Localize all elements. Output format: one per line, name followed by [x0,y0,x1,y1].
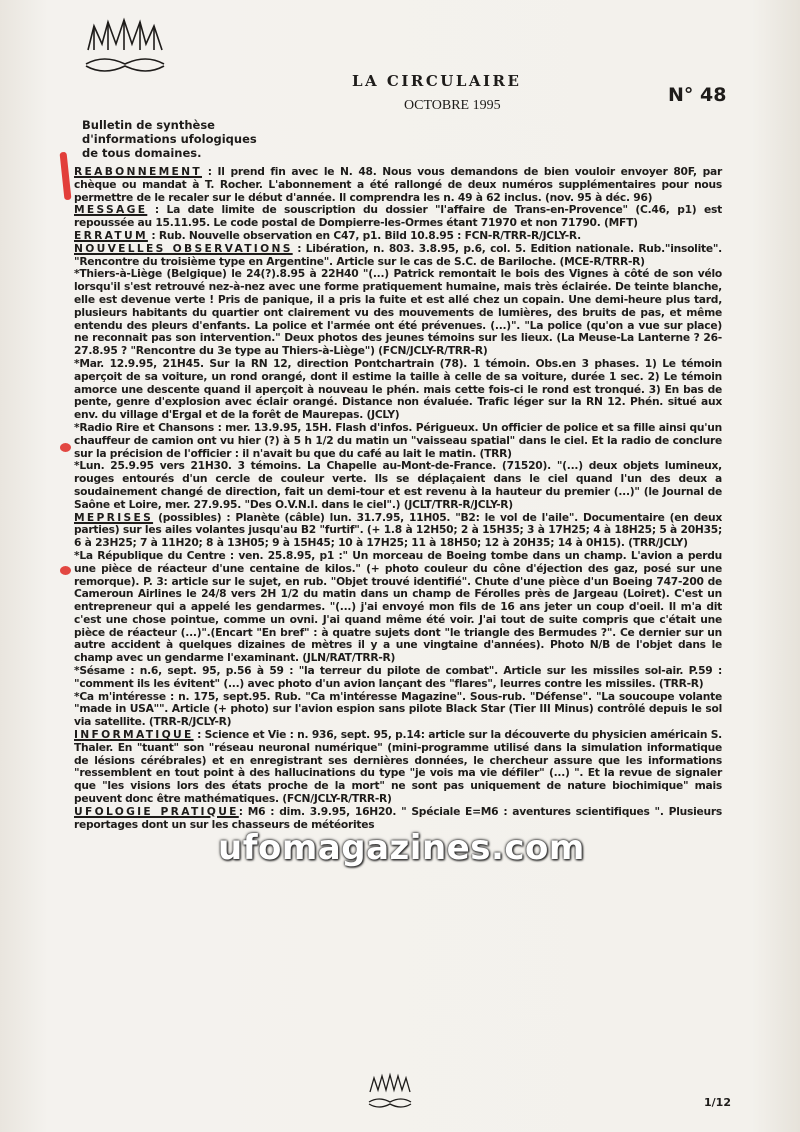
issue-number: N° 48 [668,84,727,106]
section-text: (possibles) : Planète (câble) lun. 31.7.95, 11H05. "B2: le vol de l'aile". Documentaire (en deux parties) sur les ailes volantes jusqu'au B2 "furtif". (+ 1.8 à 12H50; 2 à 15H35; 3 à 17H25; 4 à 18H25; 5 à 20H35; 6 à 23H25; 7 à 11H20; 8 à 13H05; 9 à 15H45; 10 à 17H25; 11 à 18H50; 12 à 20H35; 14 à 0H15). (TRR/JCLY) [74,510,722,550]
section-text: : La date limite de souscription du dossier "l'affaire de Trans-en-Provence" (C.46, p1) est repoussée au 15.11.95. Le code postal de Dompierre-les-Ormes étant 71970 et non 71790. (MFT) [74,203,722,230]
section-text: : Libération, n. 803. 3.8.95, p.6, col. 5. Edition nationale. Rub."insolite". "Rencontre du troisième type en Argentine". Article sur le cas de S.C. de Bariloche. (MCE-R/TRR-R) [74,241,722,268]
subtitle-line: Bulletin de synthèse [82,118,215,132]
section-heading: UFOLOGIE PRATIQUE [74,804,239,818]
bulletin-body [74,166,722,831]
section-heading: REABONNEMENT [74,165,202,178]
section-heading: MEPRISES [74,510,154,524]
section-meprises [74,512,722,550]
observation-item: *Mar. 12.9.95, 21H45. Sur la RN 12, direction Pontchartrain (78). 1 témoin. Obs.en 3 phases. 1) Le témoin aperçoit de sa voiture, un rond orangé, dont il estime la taille à celle de sa voiture, durée 1 sec. 2) Le témoin amorce une descente quand il aperçoit à nouveau le phén. mais cette fois-ci le rond est tronqué. 3) En bas de pente, genre d'explosion avec éclair orangé. Distance non évaluée. Trafic léger sur la RN 12. Phén. situé aux env. du village d'Ergal et de la forêt de Maurepas. (JCLY) [74,356,722,422]
observation-item: *Thiers-à-Liège (Belgique) le 24(?).8.95 à 22H40 "(...) Patrick remontait le bois des Vignes à côté de son vélo lorsqu'il s'est retrouvé nez-à-nez avec une forme pratiquement humaine, mais très éclairée. De teinte blanche, elle est devenue verte ! Pris de panique, il a pris la fuite et est allé chez un copain. Une demi-heure plus tard, plusieurs habitants du quartier ont clairement vu des mouvements de lumières, des bruits de pas, et même entendu des pleurs d'enfants. La police et l'armée ont été prévenues. (...)". "La police (qu'on a vue sur place) ne reconnait pas son intervention." Deux photos des jeunes témoins sur les lieux. (La Meuse-La Lanterne ? 26-27.8.95 ? "Rencontre du 3e type au Thiers-à-Liège") (FCN/JCLY-R/TRR-R) [74,267,722,358]
section-text: : Il prend fin avec le N. 48. Nous vous demandons de bien vouloir envoyer 80F, par chèque ou mandat à T. Rocher. L'abonnement a été rallongé de deux numéros supplémentaires pour nous permettre de le recaler sur le début d'année. Il comprendra les n. 49 à 62 inclus. (nov. 95 à déc. 96) [74,165,722,204]
red-marker-bar [60,152,72,200]
red-marker-dot [60,443,71,452]
subtitle-line: de tous domaines. [82,146,202,160]
section-heading: INFORMATIQUE [74,728,194,742]
observation-item: *Radio Rire et Chansons : mer. 13.9.95, 15H. Flash d'infos. Périgueux. Un officier de police et sa fille ainsi qu'un chauffeur de camion ont vu hier (?) à 5 h 1/2 du matin un "vaisseau spatial" dans le ciel. Et la radio de conclure sur la précision de l'officier : il n'avait bu que du café au lait le matin. (TRR) [74,420,722,460]
section-heading: ERRATUM [74,228,148,242]
meprise-item: *La République du Centre : ven. 25.8.95, p1 :" Un morceau de Boeing tombe dans un champ. L'avion a perdu une pièce de réacteur d'une centaine de kilos." (+ photo couleur du cône d'éjection des gaz, posé sur une remorque). P. 3: article sur le sujet, en rub. "Objet trouvé identifié". Chute d'une pièce d'un Boeing 747-200 de Cameroun Airlines le 24/8 vers 2H 1/2 du matin dans un champ de Férolles près de Jargeau (Loiret). C'est un entrepreneur qui a appelé les gendarmes. "(...) j'ai envoyé mon fils de 16 ans jeter un coup d'oeil. Il m'a dit c'est une chose pointue, comme un ovni. J'ai quand même été voir. J'ai tout de suite compris que c'était une pièce de réacteur (...)".(Encart "En bref" : à quatre sujets dont "le triangle des Bermudes ?". Ce dernier sur un autre accident à quelques dizaines de mètres il y a une vingtaine d'années). Photo N/B de l'objet dans le champ avec un gendarme l'examinant. (JLN/RAT/TRR-R) [74,548,722,665]
section-heading: NOUVELLES OBSERVATIONS [74,241,293,255]
observation-item: *Lun. 25.9.95 vers 21H30. 3 témoins. La Chapelle au-Mont-de-France. (71520). "(...) deux objets lumineux, rouges entourés d'un cercle de couleur verte. Ils se déplaçaient dans le ciel quand l'un des deux a soudainement changé de direction, fait un demi-tour et est revenu à la hauteur du premier (...)" (le Journal de Saône et Loire, mer. 27.9.95. "Des O.V.N.I. dans le ciel".) (JCLT/TRR-R/JCLY-R) [74,459,722,511]
subtitle-line: d'informations ufologiques [82,132,257,146]
section-heading: MESSAGE [74,203,148,217]
section-message [74,204,722,230]
footer-logo-icon [366,1072,414,1114]
masthead-title: LA CIRCULAIRE [352,72,522,90]
circulaire-logo-icon [82,14,168,84]
section-text: : M6 : dim. 3.9.95, 16H20. " Spéciale E=M6 : aventures scientifiques ". Plusieurs reportages dont un sur les chasseurs de météorites [74,804,722,831]
bulletin-subtitle [82,118,342,160]
masthead-date: OCTOBRE 1995 [404,98,501,113]
section-text: : Science et Vie : n. 936, sept. 95, p.14: article sur la découverte du physicien américain S. Thaler. En "tuant" son "réseau neuronal numérique" (mini-programme utilisé dans la simulation informatique de lésions cérébrales) et en enregistrant ses dernières données, le chercheur assure que les informations "ressemblent en tout point à des hallucinations du type "je vois ma vie défiler" (...) ". Et la revue de signaler que "les visions lors des états proche de la mort" ne sont pas uniquement de nature biochimique" mais peuvent donc être mathématiques. (FCN/JCLY-R/TRR-R) [74,728,722,806]
section-nouvelles-observations [74,243,722,269]
section-reabonnement [74,166,722,204]
section-informatique [74,729,722,806]
section-text: : Rub. Nouvelle observation en C47, p1. Bild 10.8.95 : FCN-R/TRR-R/JCLY-R. [147,228,581,242]
page-number: 1/12 [704,1096,731,1109]
meprise-item: *Sésame : n.6, sept. 95, p.56 à 59 : "la terreur du pilote de combat". Article sur les missiles sol-air. P.59 : "comment ils les évitent" (...) avec photo d'un avion lançant des "flares", leurres contre les missiles. (TRR-R) [74,664,722,690]
red-marker-dot [60,566,71,575]
meprise-item: *Ca m'intéresse : n. 175, sept.95. Rub. "Ca m'intéresse Magazine". Sous-rub. "Défense". "La soucoupe volante "made in USA"". Article (+ photo) sur l'avion espion sans pilote Black Star (Tier III Minus) contrôlé depuis le sol via satellite. (TRR-R/JCLY-R) [74,689,722,729]
site-watermark: ufomagazines.com [218,828,585,868]
